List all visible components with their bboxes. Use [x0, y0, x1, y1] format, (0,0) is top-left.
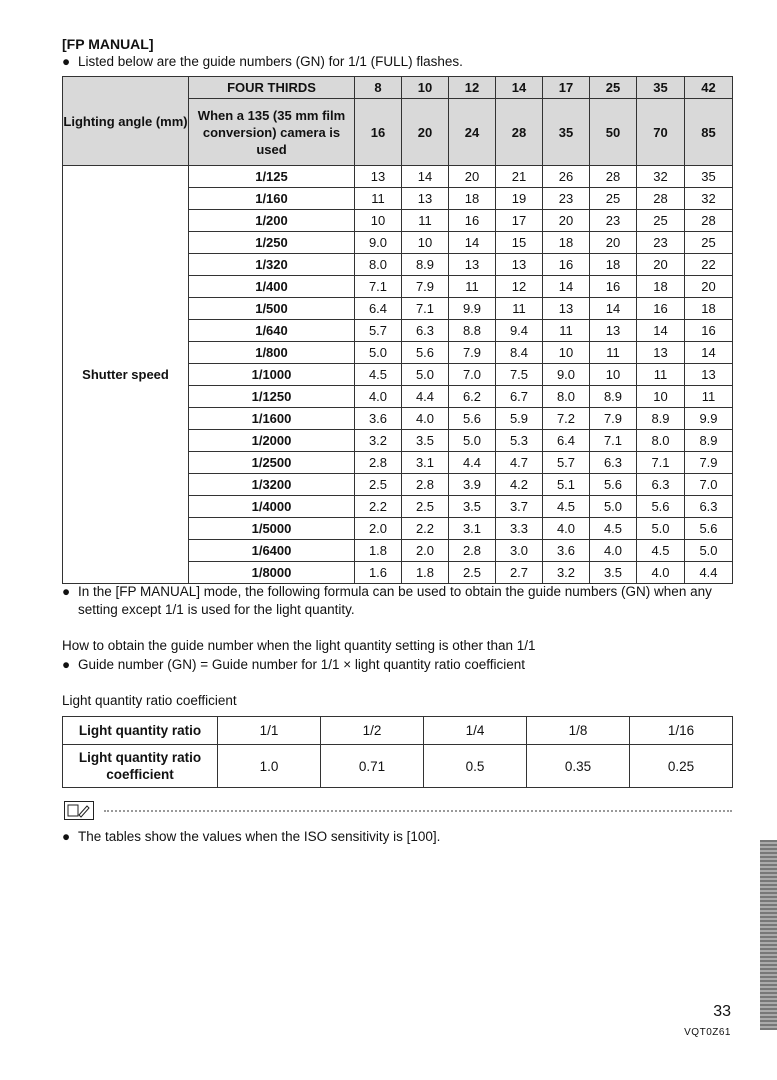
- coefficient-caption: Light quantity ratio coefficient: [62, 693, 237, 708]
- four-thirds-value: 25: [590, 77, 637, 99]
- guide-number-cell: 14: [402, 166, 449, 188]
- guide-number-cell: 5.6: [685, 518, 733, 540]
- four-thirds-value: 8: [355, 77, 402, 99]
- guide-number-cell: 13: [590, 320, 637, 342]
- guide-number-cell: 5.0: [637, 518, 685, 540]
- note-divider: [104, 810, 732, 812]
- coefficient-value: 0.5: [424, 745, 527, 788]
- formula-text: In the [FP MANUAL] mode, the following formula can be used to obtain the guide numbers (GN) when any setting except 1/1 is used for the light quantity.: [78, 584, 712, 617]
- guide-number-cell: 2.8: [402, 474, 449, 496]
- guide-number-cell: 5.0: [402, 364, 449, 386]
- guide-number-cell: 5.3: [496, 430, 543, 452]
- conversion-value: 35: [543, 99, 590, 166]
- guide-number-cell: 3.6: [543, 540, 590, 562]
- guide-number-cell: 5.6: [449, 408, 496, 430]
- guide-number-cell: 7.1: [355, 276, 402, 298]
- guide-number-cell: 17: [496, 210, 543, 232]
- guide-number-cell: 11: [449, 276, 496, 298]
- bullet-icon: ●: [62, 657, 71, 672]
- guide-number-cell: 18: [590, 254, 637, 276]
- how-to-text: How to obtain the guide number when the light quantity setting is other than 1/1: [62, 638, 536, 653]
- guide-number-cell: 8.4: [496, 342, 543, 364]
- guide-number-cell: 7.9: [449, 342, 496, 364]
- guide-number-cell: 19: [496, 188, 543, 210]
- guide-number-cell: 5.6: [590, 474, 637, 496]
- guide-number-cell: 20: [637, 254, 685, 276]
- guide-number-cell: 10: [355, 210, 402, 232]
- guide-number-cell: 2.2: [355, 496, 402, 518]
- guide-number-cell: 11: [355, 188, 402, 210]
- guide-number-cell: 9.9: [685, 408, 733, 430]
- guide-number-cell: 4.4: [402, 386, 449, 408]
- guide-number-cell: 8.0: [637, 430, 685, 452]
- intro-text: Listed below are the guide numbers (GN) for 1/1 (FULL) flashes.: [78, 54, 463, 69]
- shutter-speed-value: 1/3200: [189, 474, 355, 496]
- four-thirds-label: FOUR THIRDS: [189, 77, 355, 99]
- guide-number-cell: 9.9: [449, 298, 496, 320]
- guide-number-cell: 3.5: [590, 562, 637, 584]
- conversion-value: 24: [449, 99, 496, 166]
- four-thirds-row: [63, 77, 733, 99]
- guide-number-cell: 3.9: [449, 474, 496, 496]
- guide-number-cell: 7.1: [637, 452, 685, 474]
- guide-number-cell: 20: [590, 232, 637, 254]
- conversion-value: 16: [355, 99, 402, 166]
- shutter-speed-value: 1/125: [189, 166, 355, 188]
- guide-number-cell: 4.7: [496, 452, 543, 474]
- guide-number-cell: 3.5: [402, 430, 449, 452]
- guide-number-cell: 13: [355, 166, 402, 188]
- shutter-speed-value: 1/1000: [189, 364, 355, 386]
- guide-number-cell: 7.9: [402, 276, 449, 298]
- guide-number-cell: 4.4: [449, 452, 496, 474]
- guide-number-cell: 16: [449, 210, 496, 232]
- ratio-value: 1/16: [630, 717, 733, 745]
- guide-number-cell: 8.8: [449, 320, 496, 342]
- guide-number-cell: 5.0: [355, 342, 402, 364]
- guide-number-cell: 7.2: [543, 408, 590, 430]
- guide-number-cell: 8.9: [685, 430, 733, 452]
- guide-number-cell: 13: [402, 188, 449, 210]
- guide-number-cell: 7.5: [496, 364, 543, 386]
- guide-number-cell: 7.0: [449, 364, 496, 386]
- ratio-label: Light quantity ratio: [63, 717, 218, 745]
- guide-number-cell: 25: [685, 232, 733, 254]
- ratio-value: 1/2: [321, 717, 424, 745]
- coefficient-label: Light quantity ratio coefficient: [63, 745, 218, 788]
- guide-number-cell: 11: [402, 210, 449, 232]
- conversion-value: 28: [496, 99, 543, 166]
- guide-number-cell: 20: [543, 210, 590, 232]
- shutter-speed-value: 1/250: [189, 232, 355, 254]
- guide-number-cell: 20: [685, 276, 733, 298]
- guide-number-cell: 14: [685, 342, 733, 364]
- four-thirds-value: 10: [402, 77, 449, 99]
- guide-number-cell: 1.8: [355, 540, 402, 562]
- guide-number-cell: 18: [637, 276, 685, 298]
- guide-number-cell: 5.6: [637, 496, 685, 518]
- four-thirds-value: 17: [543, 77, 590, 99]
- guide-number-cell: 11: [637, 364, 685, 386]
- coefficient-value: 1.0: [218, 745, 321, 788]
- guide-number-cell: 6.7: [496, 386, 543, 408]
- conversion-value: 20: [402, 99, 449, 166]
- guide-number-cell: 32: [685, 188, 733, 210]
- guide-number-cell: 5.9: [496, 408, 543, 430]
- coefficient-value: 0.25: [630, 745, 733, 788]
- guide-number-cell: 10: [543, 342, 590, 364]
- ratio-value: 1/8: [527, 717, 630, 745]
- guide-number-cell: 4.4: [685, 562, 733, 584]
- guide-number-cell: 5.1: [543, 474, 590, 496]
- guide-formula-text: Guide number (GN) = Guide number for 1/1 × light quantity ratio coefficient: [78, 657, 525, 672]
- bullet-icon: ●: [62, 54, 71, 69]
- guide-number-cell: 2.8: [355, 452, 402, 474]
- guide-number-cell: 4.0: [543, 518, 590, 540]
- guide-number-cell: 8.0: [543, 386, 590, 408]
- guide-number-cell: 23: [637, 232, 685, 254]
- guide-number-cell: 9.0: [355, 232, 402, 254]
- guide-number-cell: 32: [637, 166, 685, 188]
- guide-number-cell: 5.6: [402, 342, 449, 364]
- note-bullet: [62, 828, 440, 846]
- conversion-label: When a 135 (35 mm film conversion) camera is used: [189, 99, 355, 166]
- table-row: [63, 166, 733, 188]
- guide-number-cell: 3.7: [496, 496, 543, 518]
- note-text: The tables show the values when the ISO sensitivity is [100].: [78, 829, 441, 844]
- guide-number-cell: 11: [543, 320, 590, 342]
- guide-number-cell: 3.6: [355, 408, 402, 430]
- guide-number-cell: 2.2: [402, 518, 449, 540]
- shutter-speed-value: 1/400: [189, 276, 355, 298]
- note-icon: [64, 801, 94, 820]
- guide-number-cell: 13: [496, 254, 543, 276]
- guide-number-cell: 6.4: [355, 298, 402, 320]
- lighting-angle-label: Lighting angle (mm): [63, 77, 189, 166]
- page-edge-tab: [760, 840, 777, 1030]
- coefficient-row: [63, 745, 733, 788]
- guide-number-cell: 7.0: [685, 474, 733, 496]
- four-thirds-value: 42: [685, 77, 733, 99]
- four-thirds-value: 12: [449, 77, 496, 99]
- guide-number-cell: 1.8: [402, 562, 449, 584]
- shutter-speed-value: 1/500: [189, 298, 355, 320]
- guide-number-cell: 11: [590, 342, 637, 364]
- guide-number-cell: 7.9: [685, 452, 733, 474]
- guide-number-cell: 22: [685, 254, 733, 276]
- bullet-icon: ●: [62, 829, 71, 844]
- shutter-speed-value: 1/1600: [189, 408, 355, 430]
- guide-number-cell: 18: [449, 188, 496, 210]
- shutter-speed-value: 1/1250: [189, 386, 355, 408]
- shutter-speed-value: 1/8000: [189, 562, 355, 584]
- guide-number-cell: 21: [496, 166, 543, 188]
- guide-number-cell: 9.4: [496, 320, 543, 342]
- ratio-row: [63, 717, 733, 745]
- guide-number-cell: 5.0: [449, 430, 496, 452]
- ratio-value: 1/1: [218, 717, 321, 745]
- guide-number-cell: 4.5: [543, 496, 590, 518]
- guide-number-cell: 25: [590, 188, 637, 210]
- guide-number-cell: 9.0: [543, 364, 590, 386]
- guide-number-cell: 8.9: [590, 386, 637, 408]
- guide-number-cell: 28: [590, 166, 637, 188]
- conversion-value: 85: [685, 99, 733, 166]
- shutter-speed-value: 1/6400: [189, 540, 355, 562]
- guide-number-cell: 7.1: [402, 298, 449, 320]
- guide-number-cell: 16: [637, 298, 685, 320]
- shutter-speed-value: 1/4000: [189, 496, 355, 518]
- guide-number-cell: 3.1: [402, 452, 449, 474]
- guide-number-cell: 10: [402, 232, 449, 254]
- guide-number-cell: 4.5: [355, 364, 402, 386]
- guide-number-cell: 20: [449, 166, 496, 188]
- guide-number-cell: 5.0: [590, 496, 637, 518]
- guide-number-cell: 14: [637, 320, 685, 342]
- guide-number-cell: 8.9: [637, 408, 685, 430]
- guide-number-cell: 2.5: [355, 474, 402, 496]
- guide-number-cell: 3.2: [543, 562, 590, 584]
- shutter-speed-value: 1/800: [189, 342, 355, 364]
- guide-number-cell: 13: [543, 298, 590, 320]
- guide-number-cell: 4.5: [637, 540, 685, 562]
- guide-number-cell: 2.8: [449, 540, 496, 562]
- guide-number-cell: 3.0: [496, 540, 543, 562]
- guide-number-cell: 25: [637, 210, 685, 232]
- shutter-speed-value: 1/5000: [189, 518, 355, 540]
- guide-number-cell: 7.9: [590, 408, 637, 430]
- light-quantity-table: [62, 716, 733, 788]
- guide-number-cell: 4.0: [637, 562, 685, 584]
- guide-number-cell: 6.3: [590, 452, 637, 474]
- guide-number-cell: 6.3: [402, 320, 449, 342]
- guide-formula: [62, 656, 525, 674]
- guide-number-cell: 2.5: [402, 496, 449, 518]
- guide-number-cell: 2.0: [402, 540, 449, 562]
- guide-number-cell: 4.2: [496, 474, 543, 496]
- guide-number-cell: 3.1: [449, 518, 496, 540]
- guide-number-cell: 35: [685, 166, 733, 188]
- guide-number-cell: 8.9: [402, 254, 449, 276]
- guide-number-cell: 1.6: [355, 562, 402, 584]
- guide-number-cell: 16: [590, 276, 637, 298]
- coefficient-value: 0.35: [527, 745, 630, 788]
- shutter-speed-value: 1/160: [189, 188, 355, 210]
- ratio-value: 1/4: [424, 717, 527, 745]
- guide-number-cell: 16: [543, 254, 590, 276]
- guide-number-cell: 3.5: [449, 496, 496, 518]
- guide-number-table: [62, 76, 733, 584]
- guide-number-cell: 4.5: [590, 518, 637, 540]
- guide-number-cell: 28: [637, 188, 685, 210]
- four-thirds-value: 14: [496, 77, 543, 99]
- guide-number-cell: 12: [496, 276, 543, 298]
- guide-number-cell: 16: [685, 320, 733, 342]
- guide-number-cell: 26: [543, 166, 590, 188]
- shutter-speed-value: 1/2000: [189, 430, 355, 452]
- shutter-speed-value: 1/200: [189, 210, 355, 232]
- document-code: VQT0Z61: [684, 1027, 731, 1038]
- formula-bullet: [62, 583, 742, 619]
- guide-number-cell: 7.1: [590, 430, 637, 452]
- guide-number-cell: 4.0: [355, 386, 402, 408]
- guide-number-cell: 13: [449, 254, 496, 276]
- section-title: [FP MANUAL]: [62, 36, 154, 52]
- shutter-speed-value: 1/2500: [189, 452, 355, 474]
- guide-number-cell: 13: [637, 342, 685, 364]
- guide-number-cell: 5.0: [685, 540, 733, 562]
- guide-number-cell: 5.7: [543, 452, 590, 474]
- bullet-icon: ●: [62, 584, 71, 599]
- guide-number-cell: 11: [496, 298, 543, 320]
- guide-number-cell: 6.4: [543, 430, 590, 452]
- page-number: 33: [713, 1003, 731, 1020]
- guide-number-cell: 8.0: [355, 254, 402, 276]
- intro-bullet: [62, 53, 742, 71]
- guide-number-cell: 14: [449, 232, 496, 254]
- guide-number-cell: 5.7: [355, 320, 402, 342]
- guide-number-cell: 18: [685, 298, 733, 320]
- guide-number-cell: 14: [590, 298, 637, 320]
- guide-number-cell: 10: [590, 364, 637, 386]
- coefficient-value: 0.71: [321, 745, 424, 788]
- shutter-speed-label: Shutter speed: [63, 166, 189, 584]
- guide-number-cell: 2.7: [496, 562, 543, 584]
- guide-number-cell: 4.0: [590, 540, 637, 562]
- guide-number-cell: 4.0: [402, 408, 449, 430]
- guide-number-cell: 2.5: [449, 562, 496, 584]
- guide-number-cell: 6.2: [449, 386, 496, 408]
- shutter-speed-value: 1/640: [189, 320, 355, 342]
- guide-number-cell: 23: [543, 188, 590, 210]
- guide-number-cell: 2.0: [355, 518, 402, 540]
- guide-number-cell: 6.3: [685, 496, 733, 518]
- guide-number-cell: 14: [543, 276, 590, 298]
- four-thirds-value: 35: [637, 77, 685, 99]
- guide-number-cell: 3.2: [355, 430, 402, 452]
- guide-number-cell: 11: [685, 386, 733, 408]
- guide-number-cell: 10: [637, 386, 685, 408]
- conversion-value: 70: [637, 99, 685, 166]
- guide-number-cell: 15: [496, 232, 543, 254]
- shutter-speed-value: 1/320: [189, 254, 355, 276]
- guide-number-cell: 28: [685, 210, 733, 232]
- guide-number-cell: 6.3: [637, 474, 685, 496]
- guide-number-cell: 23: [590, 210, 637, 232]
- guide-number-cell: 3.3: [496, 518, 543, 540]
- guide-number-cell: 18: [543, 232, 590, 254]
- guide-number-cell: 13: [685, 364, 733, 386]
- conversion-value: 50: [590, 99, 637, 166]
